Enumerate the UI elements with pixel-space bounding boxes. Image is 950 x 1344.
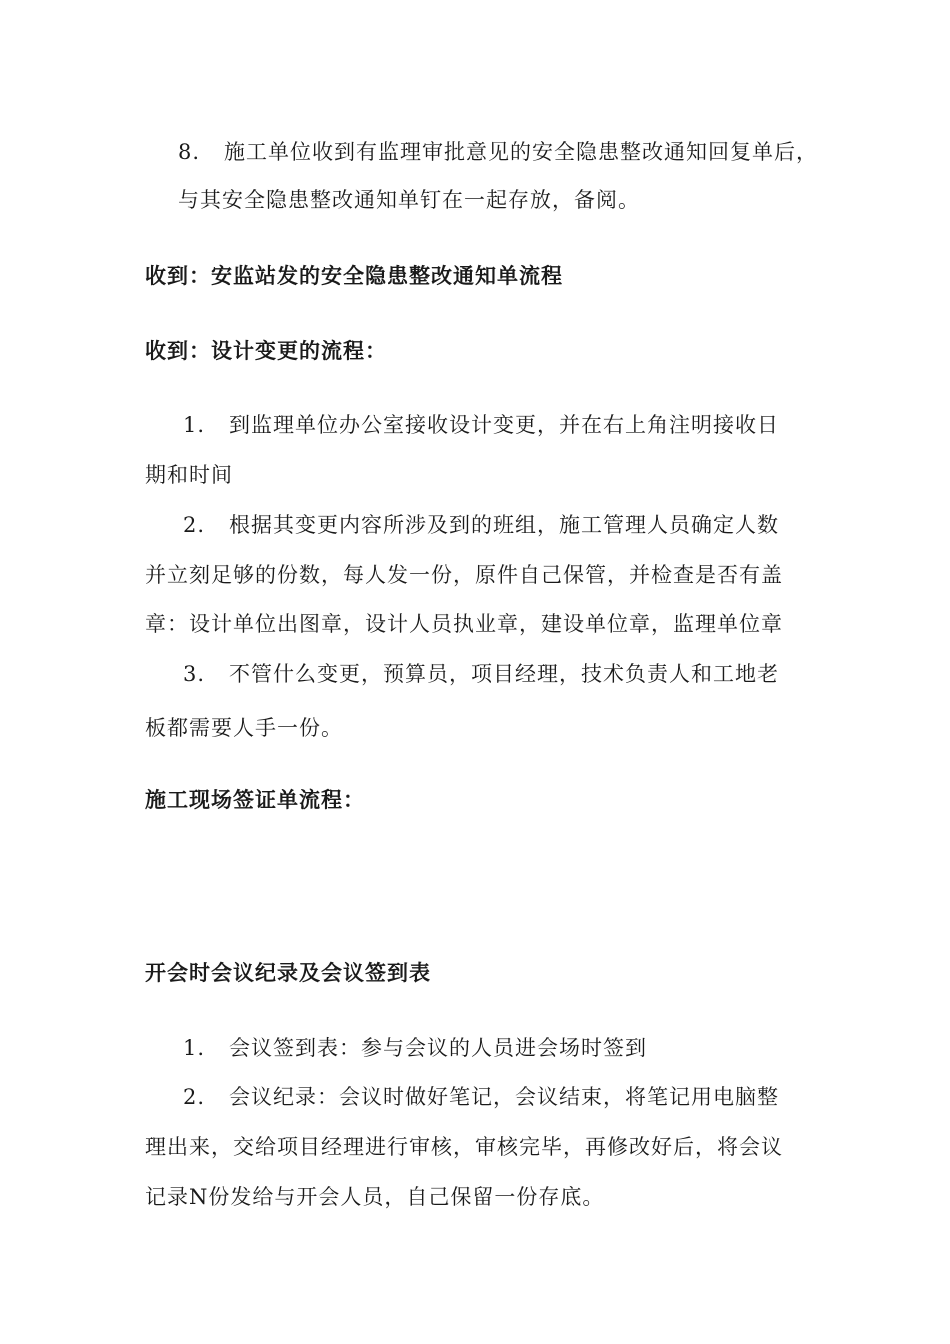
list-text: 根据其变更内容所涉及到的班组，施工管理人员确定人数 [229,513,779,537]
list-text: 到监理单位办公室接收设计变更，并在右上角注明接收日 [229,413,779,437]
list-item-1 [183,411,779,439]
paragraph-line: 记录N份发给与开会人员，自己保留一份存底。 [145,1185,605,1209]
list-item-1 [183,1034,647,1062]
list-text: 施工单位收到有监理审批意见的安全隐患整改通知回复单后， [224,140,818,164]
list-text: 会议纪录：会议时做好笔记，会议结束，将笔记用电脑整 [229,1085,779,1109]
list-text: 会议签到表：参与会议的人员进会场时签到 [229,1036,647,1060]
section-heading-site-visa: 施工现场签证单流程： [145,788,365,812]
paragraph-line: 章：设计单位出图章，设计人员执业章，建设单位章，监理单位章 [145,612,783,636]
list-number: 2. [183,513,206,537]
list-item-2 [183,1083,779,1111]
paragraph-line: 板都需要人手一份。 [145,716,343,740]
list-text: 不管什么变更，预算员，项目经理，技术负责人和工地老 [229,662,779,686]
paragraph-line: 期和时间 [145,463,233,487]
section-heading-safety-notice: 收到：安监站发的安全隐患整改通知单流程 [145,264,563,288]
section-heading-design-change: 收到：设计变更的流程： [145,339,387,363]
list-number: 1. [183,1036,206,1060]
list-item-3 [183,660,779,688]
paragraph-line: 与其安全隐患整改通知单钉在一起存放，备阅。 [178,188,640,212]
list-item-2 [183,511,779,539]
list-number: 2. [183,1085,206,1109]
list-item-8 [178,138,818,166]
list-number: 8. [178,140,201,164]
list-number: 3. [183,662,206,686]
list-number: 1. [183,413,206,437]
section-heading-meeting: 开会时会议纪录及会议签到表 [145,961,431,985]
paragraph-line: 理出来，交给项目经理进行审核，审核完毕，再修改好后，将会议 [145,1135,783,1159]
paragraph-line: 并立刻足够的份数，每人发一份，原件自己保管，并检查是否有盖 [145,563,783,587]
